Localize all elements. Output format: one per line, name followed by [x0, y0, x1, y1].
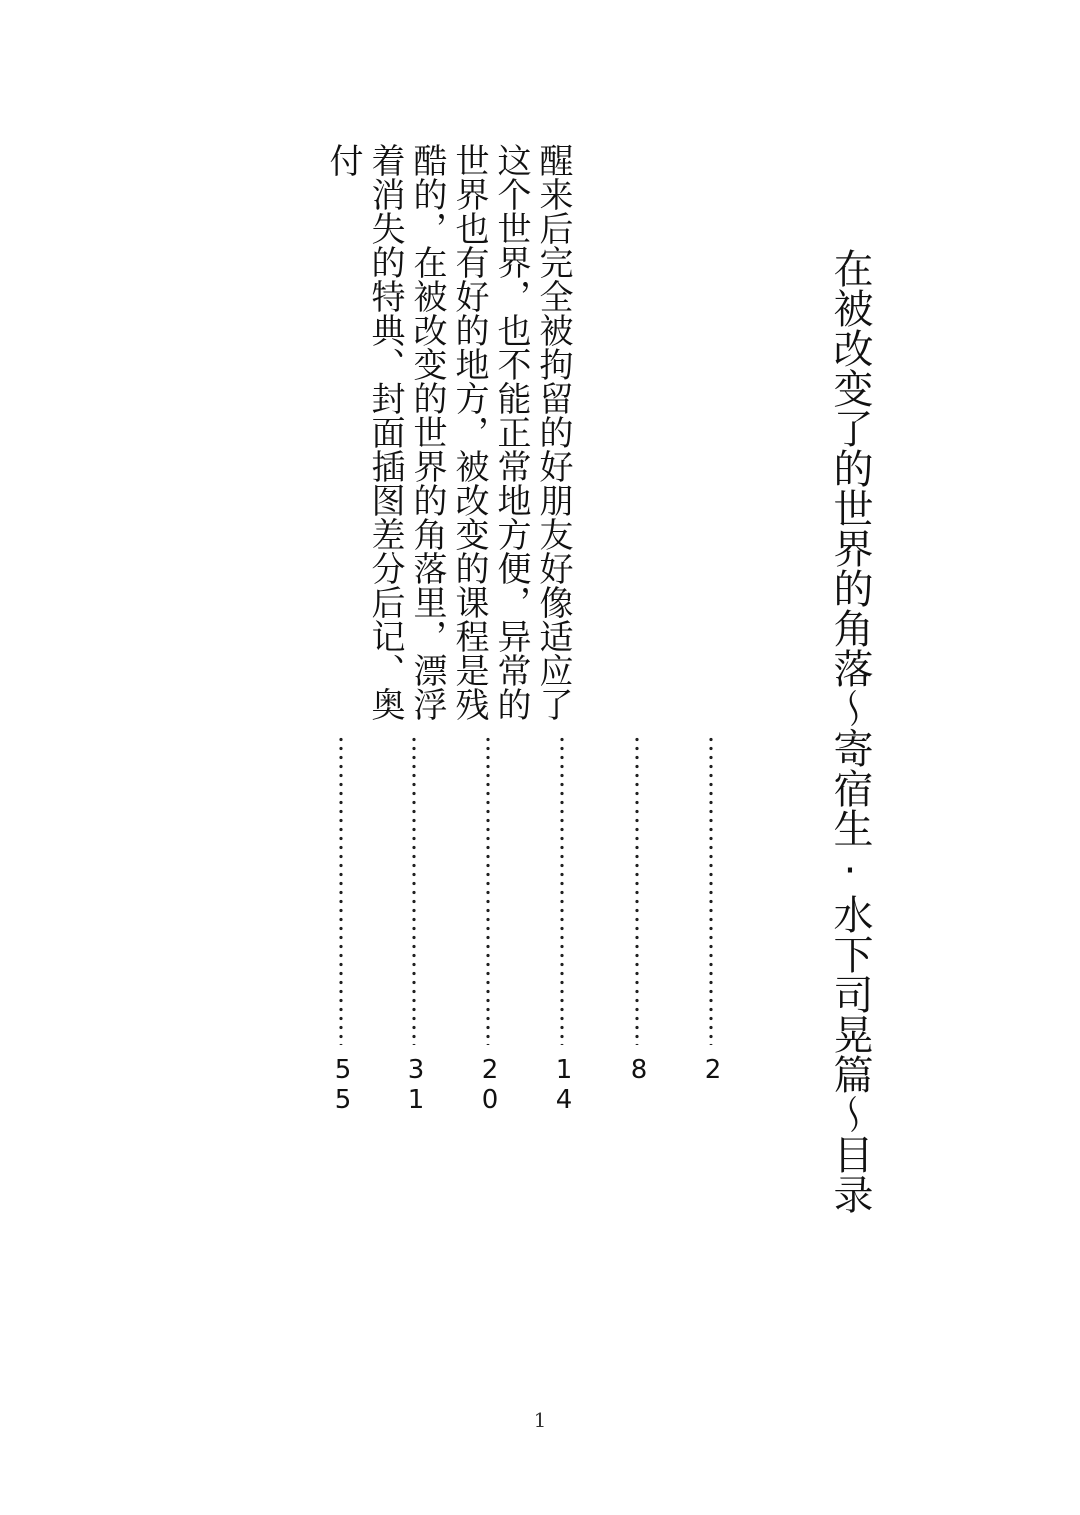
leader-dots: [486, 735, 490, 1045]
toc-entry-text: 这个世界，也不能正常地方便，异常的: [491, 143, 531, 721]
page-folio: 1: [533, 1408, 547, 1432]
toc-title: 在被改变了的世界的角落～寄宿生·水下司晃篇～目录: [827, 248, 873, 1214]
toc-page-number: 14: [549, 1055, 579, 1115]
toc-page-number: 20: [475, 1055, 505, 1115]
leader-dots: [339, 735, 343, 1045]
toc-entry-text: 醒来后完全被拘留的好朋友好像适应了: [533, 143, 573, 721]
toc-entry-text: 着消失的特典、封面插图差分后记、奥: [365, 143, 405, 721]
toc-page-number: 55: [328, 1055, 358, 1115]
leader-dots: [635, 735, 639, 1045]
toc-page-number: 31: [401, 1055, 431, 1115]
toc-entry-text: 付: [323, 143, 363, 177]
leader-dots: [412, 735, 416, 1045]
toc-entry-text: 世界也有好的地方，被改变的课程是残: [449, 143, 489, 721]
leader-dots: [709, 735, 713, 1045]
toc-entry-text: 酷的，在被改变的世界的角落里，漂浮: [407, 143, 447, 721]
toc-page-number: 8: [624, 1055, 654, 1085]
leader-dots: [560, 735, 564, 1045]
toc-page-number: 2: [698, 1055, 728, 1085]
